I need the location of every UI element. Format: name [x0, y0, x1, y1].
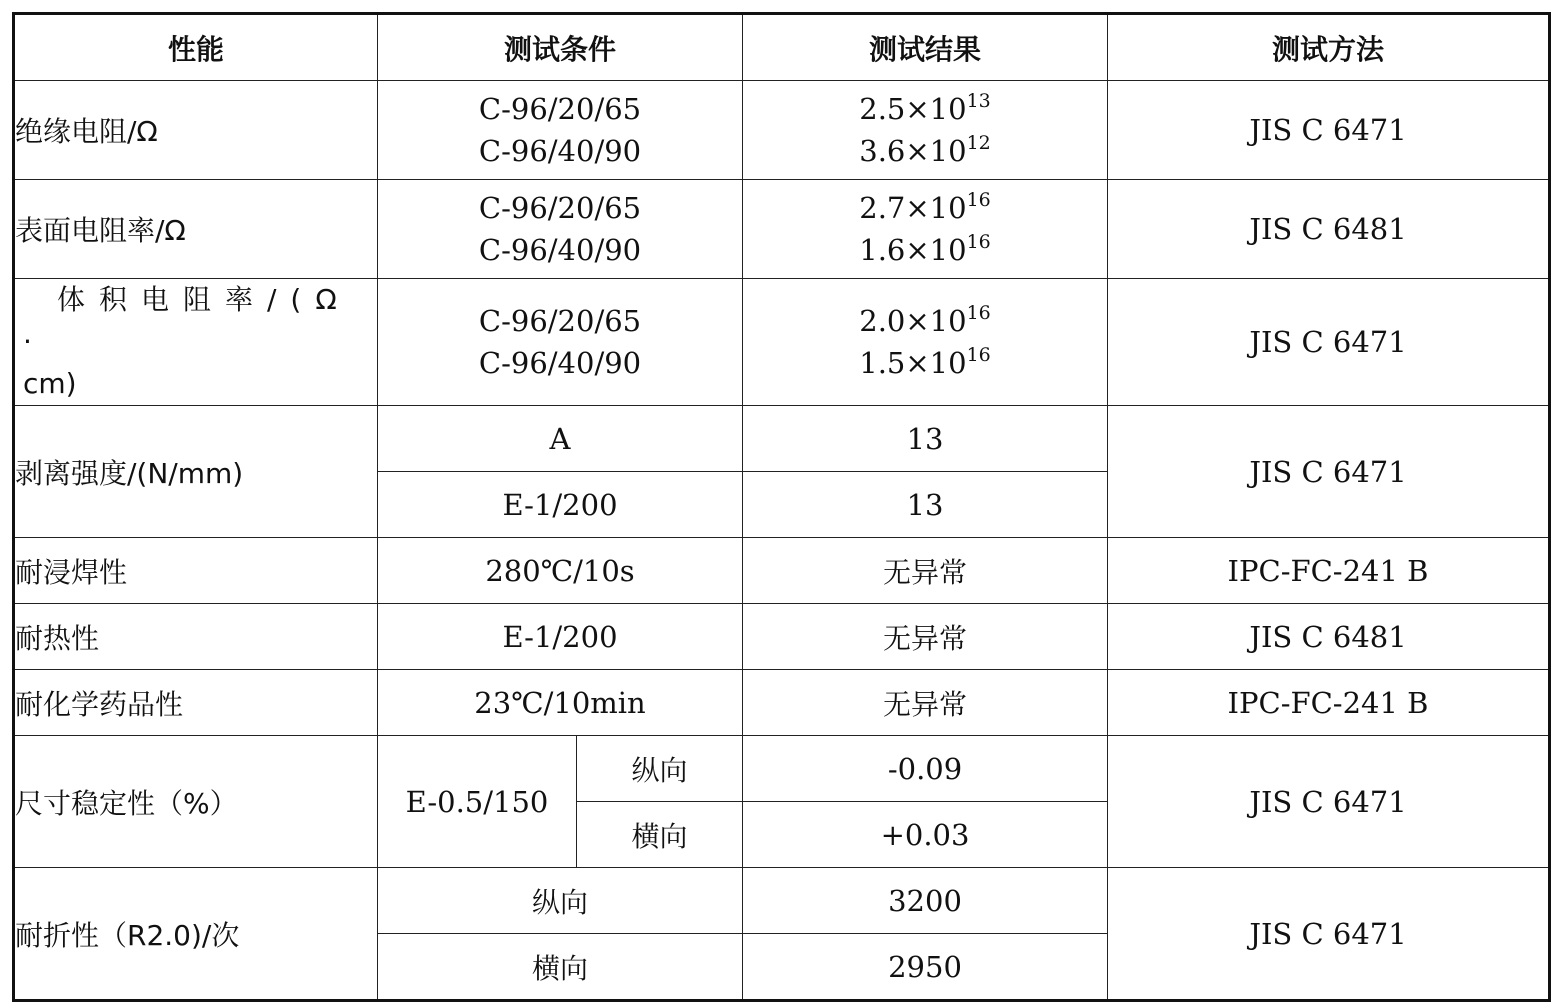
table-row-heat-resistance	[14, 604, 1550, 670]
property-cell	[14, 279, 378, 406]
condition-line: C-96/40/90	[478, 134, 642, 168]
result-cell	[743, 81, 1108, 180]
condition-cell	[378, 180, 743, 279]
result-exponent: 16	[966, 302, 991, 324]
method-cell: JIS C 6481	[1108, 180, 1550, 279]
result-exponent: 16	[966, 189, 991, 211]
property-cell: 耐热性	[14, 604, 378, 670]
condition-cell: E-1/200	[378, 472, 743, 538]
method-cell: JIS C 6471	[1108, 736, 1550, 868]
result-line	[743, 229, 1107, 271]
property-cell: 剥离强度/(N/mm)	[14, 406, 378, 538]
property-cell: 绝缘电阻/Ω	[14, 81, 378, 180]
method-cell: JIS C 6471	[1108, 279, 1550, 406]
result-exponent: 12	[966, 132, 991, 154]
condition-cell: 23℃/10min	[378, 670, 743, 736]
table-row-volume-resistivity	[14, 279, 1550, 406]
header-method: 测试方法	[1108, 14, 1550, 81]
header-result: 测试结果	[743, 14, 1108, 81]
result-line	[743, 342, 1107, 384]
method-cell: JIS C 6471	[1108, 81, 1550, 180]
direction-cell: 纵向	[577, 736, 743, 802]
result-line	[743, 130, 1107, 172]
table-row-surface-resistivity	[14, 180, 1550, 279]
condition-cell: A	[378, 406, 743, 472]
result-cell: 无异常	[743, 670, 1108, 736]
table-row-solder-dip	[14, 538, 1550, 604]
condition-cell: E-1/200	[378, 604, 743, 670]
result-base: 2.7×10	[859, 191, 967, 225]
table-row-folding-endurance	[14, 868, 1550, 934]
header-condition: 测试条件	[378, 14, 743, 81]
table-row-peel-strength	[14, 406, 1550, 472]
table-row-dimensional-stability	[14, 736, 1550, 802]
method-cell: IPC-FC-241 B	[1108, 670, 1550, 736]
property-line: 体积电阻率/(Ω ·	[23, 283, 351, 358]
property-cell: 耐化学药品性	[14, 670, 378, 736]
result-base: 2.0×10	[859, 304, 967, 338]
result-cell: 13	[743, 472, 1108, 538]
condition-cell: 横向	[378, 934, 743, 1001]
condition-cell	[378, 279, 743, 406]
result-base: 1.5×10	[859, 346, 967, 380]
condition-line: C-96/40/90	[478, 233, 642, 267]
result-exponent: 13	[966, 90, 991, 112]
result-base: 1.6×10	[859, 233, 967, 267]
condition-line: C-96/20/65	[478, 191, 642, 225]
table-row-chemical-resistance	[14, 670, 1550, 736]
result-cell: 3200	[743, 868, 1108, 934]
property-line: cm)	[23, 367, 77, 400]
property-cell: 尺寸稳定性（%）	[14, 736, 378, 868]
result-line	[743, 187, 1107, 229]
result-line	[743, 88, 1107, 130]
header-row	[14, 14, 1550, 81]
result-cell: +0.03	[743, 802, 1108, 868]
spec-table-container	[12, 12, 1551, 1002]
condition-cell: 纵向	[378, 868, 743, 934]
result-cell	[743, 180, 1108, 279]
method-cell: JIS C 6471	[1108, 406, 1550, 538]
result-cell: 无异常	[743, 538, 1108, 604]
result-cell: 2950	[743, 934, 1108, 1001]
result-cell	[743, 279, 1108, 406]
result-cell: -0.09	[743, 736, 1108, 802]
condition-cell: E-0.5/150	[378, 736, 577, 868]
properties-table	[12, 12, 1551, 1002]
result-exponent: 16	[966, 231, 991, 253]
result-base: 3.6×10	[859, 134, 967, 168]
table-row-insulation	[14, 81, 1550, 180]
condition-line: C-96/40/90	[478, 346, 642, 380]
result-line	[743, 300, 1107, 342]
property-cell: 耐折性（R2.0)/次	[14, 868, 378, 1001]
condition-cell	[378, 81, 743, 180]
result-base: 2.5×10	[859, 92, 967, 126]
property-cell: 耐浸焊性	[14, 538, 378, 604]
condition-line: C-96/20/65	[478, 304, 642, 338]
result-exponent: 16	[966, 344, 991, 366]
method-cell: JIS C 6471	[1108, 868, 1550, 1001]
condition-cell: 280℃/10s	[378, 538, 743, 604]
method-cell: JIS C 6481	[1108, 604, 1550, 670]
condition-line: C-96/20/65	[478, 92, 642, 126]
header-property: 性能	[14, 14, 378, 81]
property-cell: 表面电阻率/Ω	[14, 180, 378, 279]
result-cell: 无异常	[743, 604, 1108, 670]
direction-cell: 横向	[577, 802, 743, 868]
result-cell: 13	[743, 406, 1108, 472]
method-cell: IPC-FC-241 B	[1108, 538, 1550, 604]
